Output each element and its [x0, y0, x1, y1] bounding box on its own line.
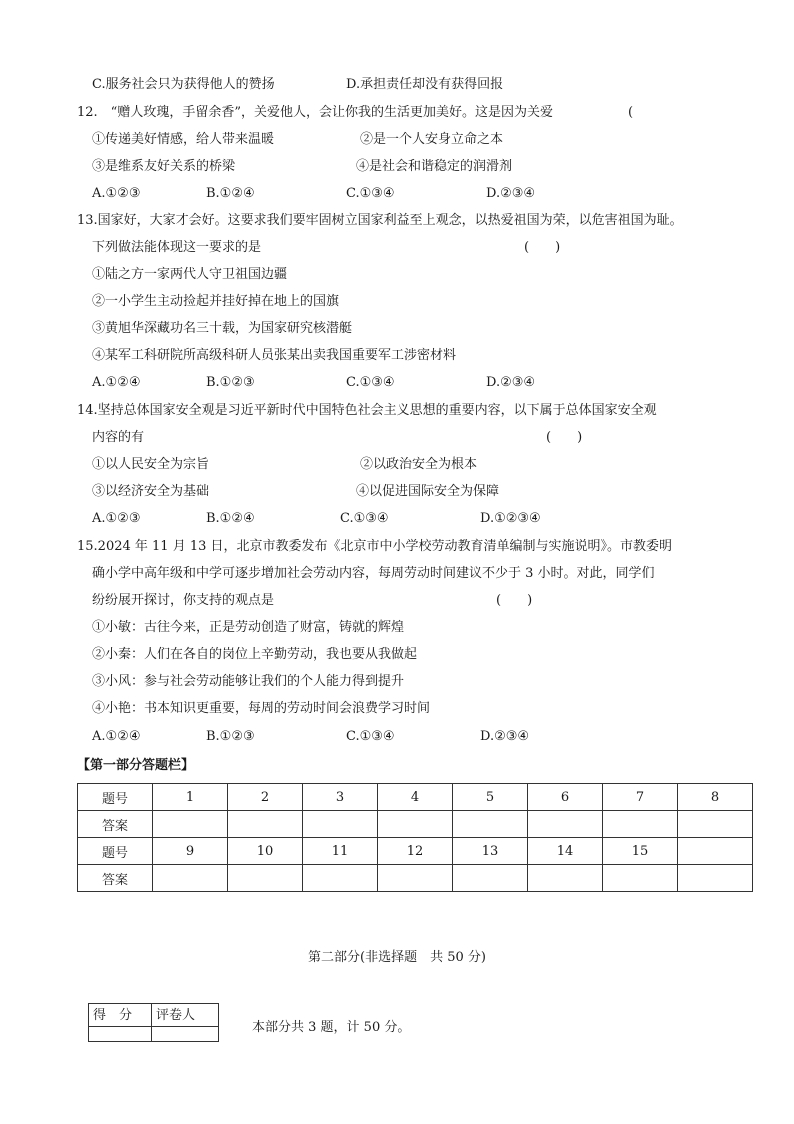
answer-grid-row-numbers-2 [78, 838, 753, 865]
grader-input-cell[interactable] [152, 1027, 219, 1042]
answer-cell[interactable] [153, 865, 228, 892]
q13-option-c: C.①③④ [346, 375, 395, 390]
q13-statement-2: ②一小学生主动捡起并挂好掉在地上的国旗 [92, 294, 340, 309]
q13-option-d: D.②③④ [486, 375, 536, 390]
q15-answer-bracket: ( ) [496, 593, 533, 608]
q13-option-a: A.①②④ [92, 375, 141, 390]
q11-option-d: D.承担责任却没有获得回报 [346, 77, 504, 92]
question-number-cell: 9 [153, 838, 228, 865]
score-input-cell[interactable] [89, 1027, 152, 1042]
q12-option-c: C.①③④ [346, 186, 395, 201]
answer-cell[interactable] [228, 865, 303, 892]
q12-statement-1: ①传递美好情感，给人带来温暖 [92, 132, 275, 147]
q14-stem-line-1: 14.坚持总体国家安全观是习近平新时代中国特色社会主义思想的重要内容，以下属于总体国家安全观 [77, 403, 657, 418]
answer-cell[interactable] [678, 811, 753, 838]
answer-cell[interactable] [453, 865, 528, 892]
q15-stem-line-1: 15.2024 年 11 月 13 日，北京市教委发布《北京市中小学校劳动教育清单编制与实施说明》。市教委明 [77, 539, 673, 554]
q12-option-d: D.②③④ [486, 186, 536, 201]
answer-cell[interactable] [228, 811, 303, 838]
answer-grid-row-answers-1 [78, 811, 753, 838]
q13-statement-3: ③黄旭华深藏功名三十载，为国家研究核潜艇 [92, 321, 353, 336]
q12-answer-bracket: ( [628, 105, 634, 120]
q13-option-b: B.①②③ [206, 375, 255, 390]
q14-stem-line-2: 内容的有 [92, 430, 145, 445]
q12-statement-2: ②是一个人安身立命之本 [360, 132, 504, 147]
q11-option-c: C.服务社会只为获得他人的赞扬 [92, 77, 275, 92]
q13-answer-bracket: ( ) [524, 240, 561, 255]
question-number-cell: 3 [303, 784, 378, 811]
q14-option-b: B.①②④ [206, 511, 255, 526]
q12-statement-4: ④是社会和谐稳定的润滑剂 [356, 159, 513, 174]
answer-grid-row-answers-2 [78, 865, 753, 892]
q15-stem-line-3: 纷纷展开探讨，你支持的观点是 [92, 593, 275, 608]
q15-option-a: A.①②④ [92, 729, 141, 744]
q15-option-d: D.②③④ [480, 729, 530, 744]
answer-grid-row-numbers-1 [78, 784, 753, 811]
part2-title: 第二部分(非选择题 共 50 分) [308, 950, 486, 965]
q14-option-c: C.①③④ [340, 511, 389, 526]
q14-statement-1: ①以人民安全为宗旨 [92, 457, 210, 472]
answer-cell[interactable] [378, 811, 453, 838]
question-number-cell: 2 [228, 784, 303, 811]
answer-cell[interactable] [528, 811, 603, 838]
answer-cell[interactable] [153, 811, 228, 838]
answer-grid [77, 783, 753, 892]
question-number-cell [678, 838, 753, 865]
q12-option-b: B.①②④ [206, 186, 255, 201]
q12-option-a: A.①②③ [92, 186, 141, 201]
q15-statement-1: ①小敏：古往今来，正是劳动创造了财富，铸就的辉煌 [92, 620, 405, 635]
question-number-cell: 8 [678, 784, 753, 811]
grader-label: 评卷人 [152, 1004, 219, 1027]
answer-cell[interactable] [303, 865, 378, 892]
q12-statement-3: ③是维系友好关系的桥梁 [92, 159, 236, 174]
question-number-cell: 10 [228, 838, 303, 865]
q15-statement-4: ④小艳：书本知识更重要，每周的劳动时间会浪费学习时间 [92, 701, 431, 716]
part2-note: 本部分共 3 题，计 50 分。 [252, 1020, 411, 1035]
q14-statement-3: ③以经济安全为基础 [92, 484, 210, 499]
answer-cell[interactable] [678, 865, 753, 892]
score-box [88, 1003, 219, 1042]
q15-stem-line-2: 确小学中高年级和中学可逐步增加社会劳动内容，每周劳动时间建议不少于 3 小时。对此，同学们 [92, 566, 655, 581]
q13-stem-line-2: 下列做法能体现这一要求的是 [92, 240, 262, 255]
q15-statement-2: ②小秦：人们在各自的岗位上辛勤劳动，我也要从我做起 [92, 647, 418, 662]
q14-statement-2: ②以政治安全为根本 [360, 457, 478, 472]
q15-option-c: C.①③④ [346, 729, 395, 744]
question-number-cell: 14 [528, 838, 603, 865]
answer-cell[interactable] [528, 865, 603, 892]
answer-cell[interactable] [303, 811, 378, 838]
question-number-cell: 5 [453, 784, 528, 811]
answer-cell[interactable] [453, 811, 528, 838]
question-number-cell: 13 [453, 838, 528, 865]
question-number-cell: 4 [378, 784, 453, 811]
question-number-cell: 12 [378, 838, 453, 865]
question-number-cell: 11 [303, 838, 378, 865]
row-label-question-no: 题号 [78, 838, 153, 865]
row-label-answer: 答案 [78, 865, 153, 892]
q14-answer-bracket: ( ) [546, 430, 583, 445]
row-label-question-no: 题号 [78, 784, 153, 811]
question-number-cell: 7 [603, 784, 678, 811]
q15-statement-3: ③小风：参与社会劳动能够让我们的个人能力得到提升 [92, 674, 405, 689]
q13-statement-1: ①陆之方一家两代人守卫祖国边疆 [92, 267, 288, 282]
q14-statement-4: ④以促进国际安全为保障 [356, 484, 500, 499]
q14-option-d: D.①②③④ [480, 511, 541, 526]
question-number-cell: 6 [528, 784, 603, 811]
q12-stem: 12. “赠人玫瑰，手留余香”，关爱他人，会让你我的生活更加美好。这是因为关爱 [77, 105, 553, 120]
row-label-answer: 答案 [78, 811, 153, 838]
question-number-cell: 15 [603, 838, 678, 865]
answer-cell[interactable] [378, 865, 453, 892]
answer-cell[interactable] [603, 865, 678, 892]
q14-option-a: A.①②③ [92, 511, 141, 526]
answer-cell[interactable] [603, 811, 678, 838]
question-number-cell: 1 [153, 784, 228, 811]
q13-statement-4: ④某军工科研院所高级科研人员张某出卖我国重要军工涉密材料 [92, 348, 457, 363]
q15-option-b: B.①②③ [206, 729, 255, 744]
score-label: 得 分 [89, 1004, 152, 1027]
answer-section-title: 【第一部分答题栏】 [77, 758, 195, 773]
q13-stem-line-1: 13.国家好，大家才会好。这要求我们要牢固树立国家利益至上观念，以热爱祖国为荣，以危害祖国为耻。 [77, 213, 683, 228]
